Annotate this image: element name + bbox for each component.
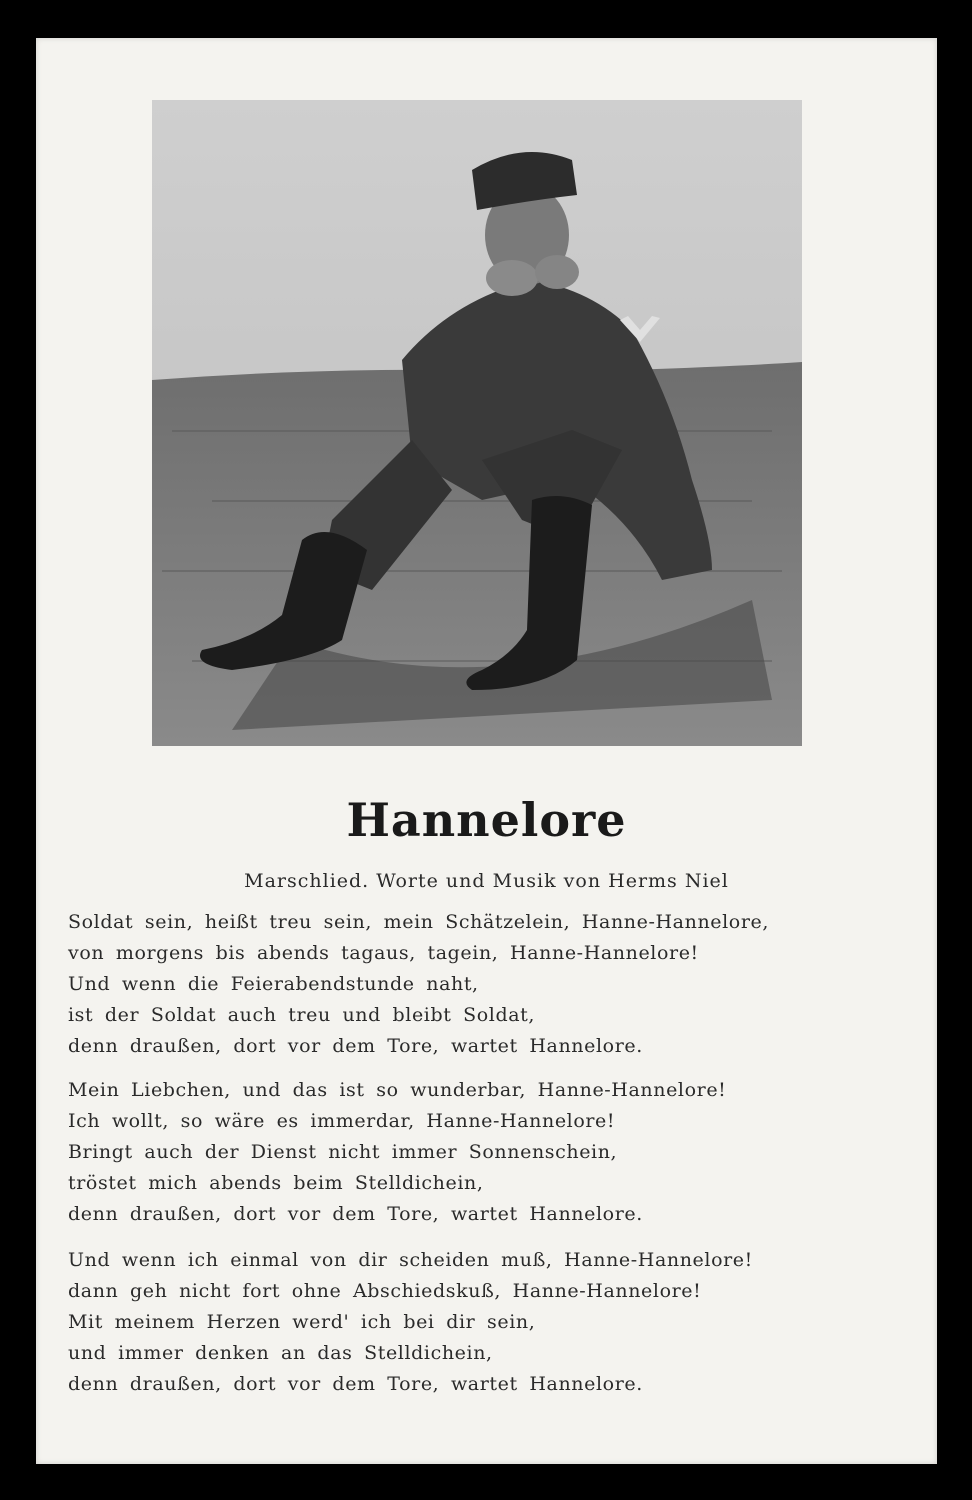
verse-line: tröstet mich abends beim Stelldichein, — [68, 1172, 484, 1194]
postcard — [36, 38, 937, 1464]
verse-line: Und wenn ich einmal von dir scheiden muß, Hanne-Hannelore! — [68, 1249, 753, 1271]
verse-line: Und wenn die Feierabendstunde naht, — [68, 973, 479, 995]
verse-line: Ich wollt, so wäre es immerdar, Hanne-Hannelore! — [68, 1110, 616, 1132]
song-subtitle: Marschlied. Worte und Musik von Herms Niel — [244, 870, 729, 892]
verse-line: dann geh nicht fort ohne Abschiedskuß, Hanne-Hannelore! — [68, 1280, 702, 1302]
verse-line: Bringt auch der Dienst nicht immer Sonnenschein, — [68, 1141, 618, 1163]
soldier-photo — [152, 100, 802, 746]
verse-1 — [68, 907, 928, 1062]
song-title: Hannelore — [346, 793, 627, 847]
verse-line: von morgens bis abends tagaus, tagein, Hanne-Hannelore! — [68, 942, 699, 964]
verse-line: Mein Liebchen, und das ist so wunderbar, Hanne-Hannelore! — [68, 1079, 727, 1101]
verse-3 — [68, 1245, 928, 1400]
verse-line: und immer denken an das Stelldichein, — [68, 1342, 493, 1364]
verse-line: Mit meinem Herzen werd' ich bei dir sein, — [68, 1311, 536, 1333]
verse-line: denn draußen, dort vor dem Tore, wartet Hannelore. — [68, 1035, 643, 1057]
verse-2 — [68, 1075, 928, 1230]
verse-line: ist der Soldat auch treu und bleibt Soldat, — [68, 1004, 536, 1026]
verse-line: denn draußen, dort vor dem Tore, wartet Hannelore. — [68, 1203, 643, 1225]
verse-line: Soldat sein, heißt treu sein, mein Schätzelein, Hanne-Hannelore, — [68, 911, 770, 933]
verse-line: denn draußen, dort vor dem Tore, wartet Hannelore. — [68, 1373, 643, 1395]
